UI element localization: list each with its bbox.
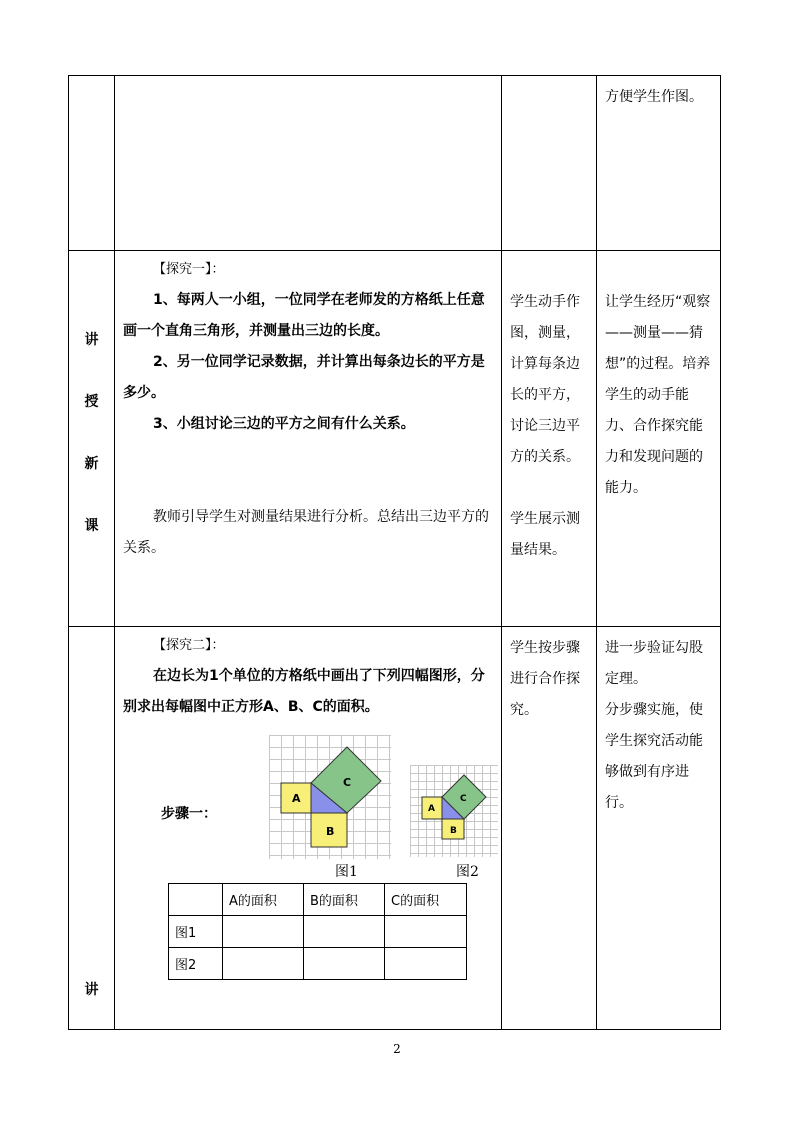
page-number: 2 [393, 1042, 401, 1056]
activity-item: 3、小组讨论三边的平方之间有什么关系。 [153, 416, 415, 432]
section-label-cell [69, 76, 115, 251]
area-table-cell[interactable] [304, 916, 385, 948]
square-a-label: A [428, 804, 435, 814]
area-table-cell[interactable] [223, 948, 304, 980]
section-label-cell [69, 627, 115, 1030]
design-intent-cell [597, 251, 721, 627]
figure-area [123, 723, 493, 993]
area-table-cell[interactable] [385, 916, 467, 948]
area-table-header [169, 884, 223, 916]
section-label-char: 讲 [84, 982, 99, 998]
design-intent-text: 分步骤实施，使学生探究活动能够做到有序进行。 [605, 702, 703, 811]
area-table-row [169, 948, 467, 980]
section-label-char: 讲 [84, 332, 99, 348]
area-table-cell[interactable] [304, 948, 385, 980]
square-c-label: C [460, 794, 467, 804]
teacher-guidance: 教师引导学生对测量结果进行分析。总结出三边平方的关系。 [123, 509, 489, 556]
content-cell [115, 251, 502, 627]
area-table-row [169, 916, 467, 948]
content-cell [115, 76, 502, 251]
student-activity-cell [502, 76, 597, 251]
section-label-char: 课 [84, 518, 99, 534]
square-c-label: C [343, 776, 352, 789]
area-table-header: A的面积 [223, 884, 304, 916]
area-table [168, 883, 467, 980]
area-table-row-label: 图2 [169, 948, 223, 980]
student-activity-cell [502, 251, 597, 627]
task-text: 在边长为1个单位的方格纸中画出了下列四幅图形，分别求出每幅图中正方形A、B、C的面积。 [123, 668, 485, 715]
activity-item: 1、每两人一小组，一位同学在老师发的方格纸上任意画一个直角三角形，并测量出三边的长度。 [123, 292, 485, 339]
student-activity-text: 学生动手作图，测量，计算每条边长的平方，讨论三边平方的关系。 [510, 294, 580, 465]
content-cell [115, 627, 502, 1030]
section-label-char: 授 [84, 394, 99, 410]
section-heading: 【探究二】： [153, 638, 225, 653]
area-table-row-label: 图1 [169, 916, 223, 948]
square-a-label: A [292, 792, 301, 805]
activity-item: 2、另一位同学记录数据，并计算出每条边长的平方是多少。 [123, 354, 485, 401]
student-activity-text: 学生展示测量结果。 [510, 511, 580, 558]
figure-1-graphic [269, 735, 391, 859]
square-b-label: B [326, 825, 335, 838]
step-label: 步骤一： [161, 806, 217, 822]
area-table-header: B的面积 [304, 884, 385, 916]
figure-1-caption: 图1 [335, 864, 358, 880]
area-table-cell[interactable] [385, 948, 467, 980]
section-label-char: 新 [84, 456, 99, 472]
design-intent-text: 让学生经历“观察——测量——猜想”的过程。培养学生的动手能力、合作探究能力和发现问题的能力。 [605, 294, 711, 496]
table-row-1 [69, 76, 721, 251]
section-label-cell [69, 251, 115, 627]
design-intent-cell [597, 627, 721, 1030]
lesson-plan-table [68, 75, 721, 1030]
area-table-cell[interactable] [223, 916, 304, 948]
student-activity-text: 学生按步骤进行合作探究。 [510, 640, 580, 718]
design-intent-cell [597, 76, 721, 251]
area-table-header-row [169, 884, 467, 916]
table-row-2 [69, 251, 721, 627]
table-row-3 [69, 627, 721, 1030]
section-heading: 【探究一】： [153, 262, 225, 277]
design-intent-text: 进一步验证勾股定理。 [605, 640, 703, 687]
square-b-label: B [450, 826, 457, 836]
design-intent-text: 方便学生作图。 [605, 89, 703, 105]
figure-2-caption: 图2 [456, 864, 479, 880]
area-table-header: C的面积 [385, 884, 467, 916]
student-activity-cell [502, 627, 597, 1030]
figure-2-graphic [410, 765, 498, 857]
